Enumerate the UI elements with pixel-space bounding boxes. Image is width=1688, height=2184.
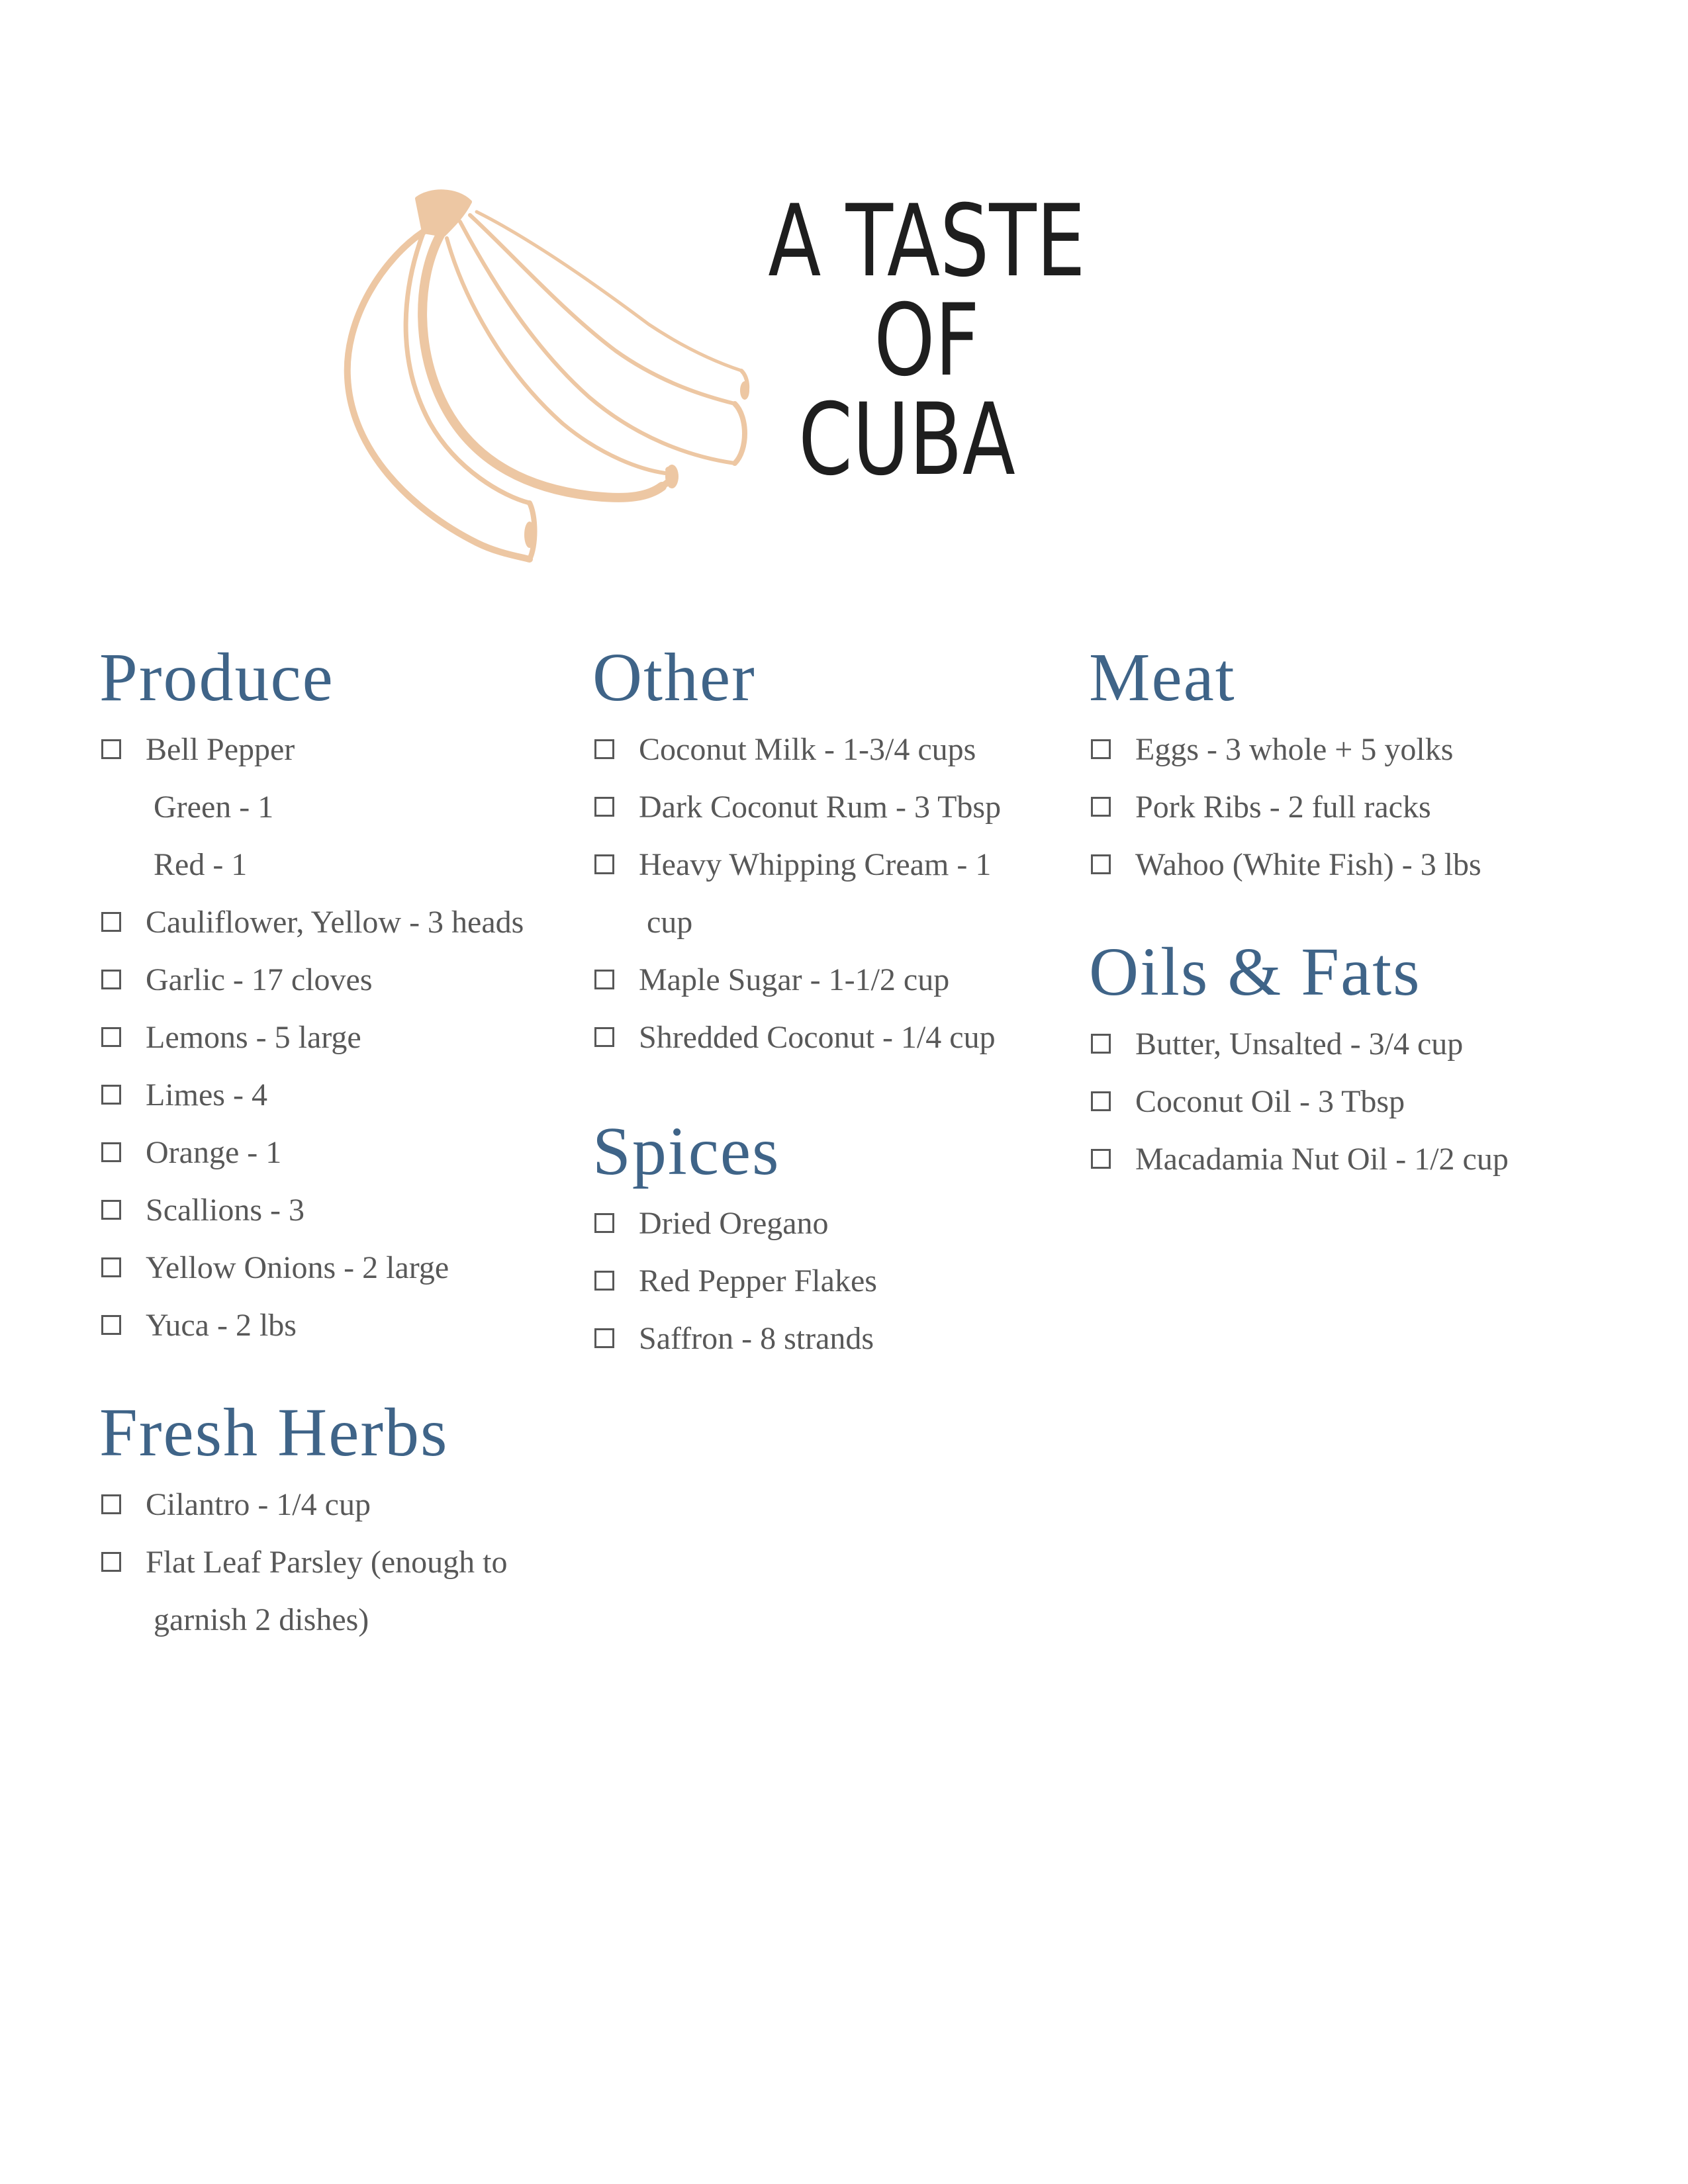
column-left <box>99 639 576 1688</box>
item-label: Red Pepper Flakes <box>639 1263 877 1298</box>
item-label: Shredded Coconut - 1/4 cup <box>639 1020 996 1055</box>
checkbox-icon[interactable] <box>594 1328 614 1348</box>
item-label: Limes - 4 <box>146 1077 267 1113</box>
checkbox-icon[interactable] <box>101 1200 121 1220</box>
checkbox-icon[interactable] <box>101 1257 121 1277</box>
title-line-2: CUBA <box>798 383 1015 498</box>
checkbox-icon[interactable] <box>101 1494 121 1514</box>
item-label: Macadamia Nut Oil - 1/2 cup <box>1135 1142 1509 1177</box>
item-label: Scallions - 3 <box>146 1193 305 1228</box>
item-label: Dark Coconut Rum - 3 Tbsp <box>639 790 1002 825</box>
section-heading: Other <box>592 639 756 715</box>
checkbox-icon[interactable] <box>594 854 614 874</box>
page-title <box>662 184 1192 498</box>
item-label: Coconut Oil - 3 Tbsp <box>1135 1084 1405 1119</box>
checkbox-icon[interactable] <box>101 739 121 759</box>
column-middle <box>592 639 1069 1407</box>
list-item[interactable] <box>99 1533 576 1649</box>
title-line-1: A TASTE OF <box>768 184 1086 398</box>
item-label: Yellow Onions - 2 large <box>146 1250 449 1285</box>
list-item[interactable] <box>99 1239 576 1297</box>
item-label: Dried Oregano <box>639 1206 829 1241</box>
list-item[interactable] <box>99 721 576 778</box>
section-heading: Fresh Herbs <box>99 1394 449 1471</box>
section-oils-fats <box>1089 933 1566 1188</box>
section-heading: Meat <box>1089 639 1236 715</box>
section-fresh-herbs <box>99 1394 576 1649</box>
section-spices <box>592 1113 1069 1367</box>
item-label: Red - 1 <box>154 847 248 882</box>
list-subitem <box>99 778 576 836</box>
list-item[interactable] <box>99 1297 576 1354</box>
list-item[interactable] <box>1089 1130 1566 1188</box>
item-label: Green - 1 <box>154 790 274 825</box>
list-item[interactable] <box>592 1252 1069 1310</box>
list-item[interactable] <box>99 1066 576 1124</box>
item-label: Maple Sugar - 1-1/2 cup <box>639 962 950 997</box>
checkbox-icon[interactable] <box>101 970 121 989</box>
item-label: Butter, Unsalted - 3/4 cup <box>1135 1026 1464 1062</box>
checkbox-icon[interactable] <box>101 1142 121 1162</box>
checkbox-icon[interactable] <box>101 1315 121 1335</box>
checkbox-icon[interactable] <box>594 1027 614 1047</box>
list-item[interactable] <box>1089 1073 1566 1130</box>
item-label: Yuca - 2 lbs <box>146 1308 297 1343</box>
list-item[interactable] <box>99 1124 576 1181</box>
checkbox-icon[interactable] <box>1091 1091 1111 1111</box>
list-item[interactable] <box>99 1009 576 1066</box>
list-item[interactable] <box>592 1009 1069 1066</box>
item-label: Cauliflower, Yellow - 3 heads <box>146 905 524 940</box>
item-list <box>99 721 576 1354</box>
checkbox-icon[interactable] <box>594 970 614 989</box>
item-list <box>592 1195 1069 1367</box>
checkbox-icon[interactable] <box>1091 739 1111 759</box>
item-list <box>99 1476 576 1649</box>
item-label: Bell Pepper <box>146 732 295 767</box>
item-list <box>592 721 1069 1066</box>
list-item[interactable] <box>99 1181 576 1239</box>
list-item[interactable] <box>1089 721 1566 778</box>
list-item[interactable] <box>592 1195 1069 1252</box>
item-label: Orange - 1 <box>146 1135 282 1170</box>
list-item[interactable] <box>1089 836 1566 893</box>
checkbox-icon[interactable] <box>101 1027 121 1047</box>
checkbox-icon[interactable] <box>594 739 614 759</box>
section-heading: Spices <box>592 1113 780 1189</box>
checkbox-icon[interactable] <box>1091 797 1111 817</box>
checkbox-icon[interactable] <box>594 1271 614 1291</box>
item-label-continued: garnish 2 dishes) <box>154 1602 369 1637</box>
item-label: Pork Ribs - 2 full racks <box>1135 790 1431 825</box>
checkbox-icon[interactable] <box>1091 1034 1111 1054</box>
list-item[interactable] <box>1089 778 1566 836</box>
item-list <box>1089 1015 1566 1188</box>
item-label: Cilantro - 1/4 cup <box>146 1487 371 1522</box>
section-heading: Oils & Fats <box>1089 934 1421 1010</box>
checkbox-icon[interactable] <box>1091 854 1111 874</box>
section-meat <box>1089 639 1566 893</box>
list-item[interactable] <box>592 836 1069 951</box>
list-subitem <box>99 836 576 893</box>
item-label: Lemons - 5 large <box>146 1020 361 1055</box>
item-label: Heavy Whipping Cream - 1 <box>639 847 992 882</box>
list-item[interactable] <box>1089 1015 1566 1073</box>
list-item[interactable] <box>99 1476 576 1533</box>
list-item[interactable] <box>592 778 1069 836</box>
column-right <box>1089 639 1566 1228</box>
checkbox-icon[interactable] <box>594 1213 614 1233</box>
list-item[interactable] <box>592 951 1069 1009</box>
item-label: Saffron - 8 strands <box>639 1321 874 1356</box>
item-label: Wahoo (White Fish) - 3 lbs <box>1135 847 1481 882</box>
item-label: Coconut Milk - 1-3/4 cups <box>639 732 976 767</box>
checkbox-icon[interactable] <box>101 1085 121 1105</box>
checkbox-icon[interactable] <box>1091 1149 1111 1169</box>
list-item[interactable] <box>99 893 576 951</box>
checkbox-icon[interactable] <box>101 1552 121 1572</box>
section-heading: Produce <box>99 639 334 715</box>
item-label: Garlic - 17 cloves <box>146 962 373 997</box>
checkbox-icon[interactable] <box>594 797 614 817</box>
section-other <box>592 639 1069 1066</box>
item-label: Flat Leaf Parsley (enough to <box>146 1545 508 1580</box>
list-item[interactable] <box>592 1310 1069 1367</box>
list-item[interactable] <box>592 721 1069 778</box>
checkbox-icon[interactable] <box>101 912 121 932</box>
item-label-continued: cup <box>647 905 693 940</box>
section-produce <box>99 639 576 1354</box>
item-list <box>1089 721 1566 893</box>
list-item[interactable] <box>99 951 576 1009</box>
item-label: Eggs - 3 whole + 5 yolks <box>1135 732 1454 767</box>
